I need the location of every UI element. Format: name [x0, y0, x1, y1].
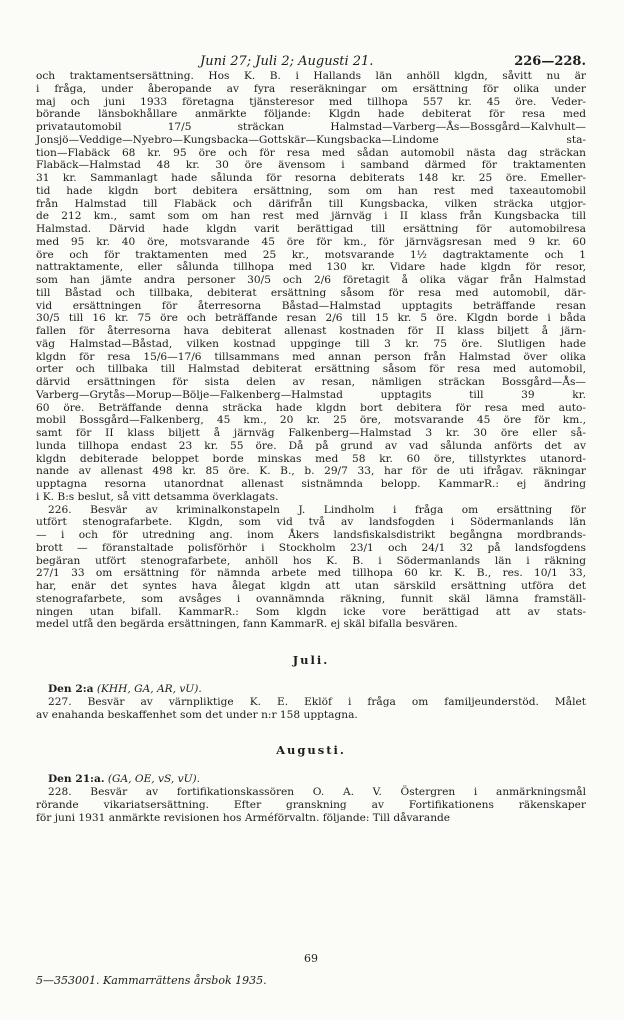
text-line: tion—Flabäck 68 kr. 95 öre och för resa med sådan automobil nästa dag sträckan: [36, 146, 586, 159]
text-line: 228. Besvär av fortifikationskassören O. A. V. Östergren i anmärkningsmål: [48, 786, 586, 798]
text-line: Flabäck—Halmstad 48 kr. 30 öre ävensom i samband därmed för traktamenten: [36, 159, 586, 172]
text-line: brott — föranstaltade polisförhör i Stockholm 23/1 och 24/1 32 på landsfogdens: [36, 541, 586, 554]
document-page: [36, 44, 586, 987]
text-line: från Halmstad till Flabäck och därifrån till Kungsbacka, vilken sträcka utgjor-: [36, 197, 586, 210]
text-line: öre och för traktamenten med 25 kr., motsvarande 1½ dagtraktamente och 1: [36, 248, 586, 261]
text-line: har, enär det syntes hava ålegat klgdn att utan särskild ersättning utföra det: [36, 580, 586, 592]
text-line: som han jämte andra personer 30/5 och 2/6 företagit å olika vägar från Halmstad: [36, 274, 586, 286]
text-line: nande av allenast 498 kr. 85 öre. K. B., b. 29/7 33, har för de uti ifrågav. räkningar: [36, 465, 586, 478]
text-line: i K. B:s beslut, så vitt detsamma överklagats.: [36, 490, 279, 503]
text-line: 30/5 till 16 kr. 75 öre och beträffande resan 2/6 till 15 kr. 5 öre. Klgdn borde i båda: [36, 312, 586, 325]
text-line: utfört stenografarbete. Klgdn, som vid två av landsfogden i Södermanlands län: [36, 516, 586, 529]
text-line: vid ersättningen för återresorna Båstad—Halmstad upptagits beträffande resan: [36, 299, 586, 312]
text-line: Halmstad. Därvid hade klgdn varit berättigad till ersättning för automobilresa: [36, 223, 586, 235]
text-line: 227. Besvär av värnpliktige K. E. Eklöf i fråga om familjeunderstöd. Målet: [48, 695, 586, 708]
text-line: de 212 km., samt som om han rest med järnväg i II klass från Kungsbacka till: [36, 210, 586, 223]
text-line: klgdn debiterade beloppet borde minskas med 58 kr. 60 öre, tillstyrktes utanord-: [36, 452, 586, 465]
text-line: fallen för återresorna hava debiterat allenast kostnaden för II klass biljett å järn-: [36, 325, 586, 337]
text-line: för juni 1931 anmärkte revisionen hos Arméförvaltn. följande: Till dåvarande: [36, 811, 451, 824]
text-line: väg Halmstad—Båstad, vilken kostnad uppginge till 3 kr. 75 öre. Slutligen hade: [36, 337, 586, 350]
paragraph-227: [36, 696, 586, 722]
text-line: Varberg—Grytås—Morup—Bölje—Falkenberg—Halmstad upptagits till 39 kr.: [36, 388, 586, 401]
text-line: privatautomobil 17/5 sträckan Halmstad—Varberg—Ås—Bossgård—Kalvhult—: [36, 121, 586, 133]
text-line: och traktamentsersättning. Hos K. B. i Hallands län anhöll klgdn, såvitt nu är: [36, 70, 586, 82]
text-line: mobil Bossgård—Falkenberg, 45 km., 20 kr. 25 öre, motsvarande 45 öre för km.,: [36, 414, 586, 427]
text-line: 31 kr. Sammanlagt hade sålunda för resorna debiterats 148 kr. 25 öre. Emeller-: [36, 172, 586, 184]
section-title-augusti: Augusti.: [276, 743, 346, 758]
sitting-members: (GA, OE, vS, vU).: [107, 773, 201, 786]
imprint-line: 5—353001. Kammarrättens årsbok 1935.: [36, 974, 267, 987]
section-title-juli: Juli.: [292, 653, 330, 667]
text-line: 27/1 33 om ersättning för nämnda arbete med tillhopa 60 kr. K. B., res. 10/1 33,: [36, 567, 586, 580]
page-header: [36, 44, 586, 70]
running-title: Juni 27; Juli 2; Augusti 21.: [200, 54, 374, 69]
text-line: lunda tillhopa endast 23 kr. 55 öre. Då på grund av vad sålunda anförts det av: [36, 439, 586, 452]
text-line: begäran utfört stenografarbete, anhöll hos K. B. i Södermanlands län i räkning: [36, 554, 586, 567]
paragraph-225: [36, 70, 586, 504]
text-line: maj och juni 1933 företagna tjänsteresor med tillhopa 557 kr. 45 öre. Veder-: [36, 95, 586, 108]
text-line: nattraktamente, eller sålunda tillhopa med 130 kr. Vidare hade klgdn för resor,: [36, 261, 586, 274]
paragraph-226: [36, 504, 586, 632]
sitting-line-juli: [36, 683, 586, 696]
text-line: — i och för utredning ang. inom Åkers landsfiskalsdistrikt begångna mordbrands-: [36, 529, 586, 541]
sitting-date: Den 21:a.: [48, 773, 105, 786]
text-line: med 95 kr. 40 öre, motsvarande 45 öre för km., för järnvägsresan med 9 kr. 60: [36, 235, 586, 248]
text-line: klgdn för resa 15/6—17/6 tillsammans med annan person från Halmstad över olika: [36, 350, 586, 363]
text-line: 60 öre. Beträffande denna sträcka hade klgdn bort debitera för resa med auto-: [36, 401, 586, 414]
text-line: samt för II klass biljett å järnväg Falkenberg—Halmstad 3 kr. 30 öre eller så-: [36, 427, 586, 439]
text-line: tid hade klgdn bort debitera ersättning, som om han rest med taxeautomobil: [36, 184, 586, 197]
paragraph-228: [36, 786, 586, 824]
text-line: stenografarbete, som avsåges i ovannämnda räkning, funnit skäl lämna framställ-: [36, 592, 586, 605]
sitting-date: Den 2:a: [48, 683, 94, 695]
sitting-line-augusti: [36, 773, 586, 786]
page-reference: 226—228.: [514, 54, 586, 69]
text-line: medel utfå den begärda ersättningen, fann KammarR. ej skäl bifalla besvären.: [36, 618, 458, 631]
text-line: därvid ersättningen för sista delen av resan, nämligen sträckan Bossgård—Ås—: [36, 376, 586, 388]
text-line: rörande vikariatsersättning. Efter granskning av Fortifikationens räkenskaper: [36, 798, 586, 811]
text-line: i fråga, under åberopande av fyra reseräkningar om ersättning för olika under: [36, 82, 586, 95]
page-number: 69: [304, 952, 318, 965]
text-line: orter och tillbaka till Halmstad debiterat ersättning såsom för resa med automobil,: [36, 363, 586, 376]
text-line: 226. Besvär av kriminalkonstapeln J. Lindholm i fråga om ersättning för: [48, 503, 586, 516]
text-line: ningen utan bifall. KammarR.: Som klgdn icke vore berättigad att av stats-: [36, 605, 586, 618]
text-line: upptagna resorna utanordnat allenast sistnämnda belopp. KammarR.: ej ändring: [36, 478, 586, 490]
text-line: Jonsjö—Veddige—Nyebro—Kungsbacka—Gottskär—Kungsbacka—Lindome sta-: [36, 133, 586, 146]
sitting-members: (KHH, GA, AR, vU).: [96, 683, 202, 695]
text-line: av enahanda beskaffenhet som det under n:r 158 upptagna.: [36, 708, 358, 721]
text-line: till Båstad och tillbaka, debiterat ersättning såsom för resa med automobil, där-: [36, 286, 586, 299]
text-line: börande länsbokhållare anmärkte följande: Klgdn hade debiterat för resa med: [36, 108, 586, 121]
